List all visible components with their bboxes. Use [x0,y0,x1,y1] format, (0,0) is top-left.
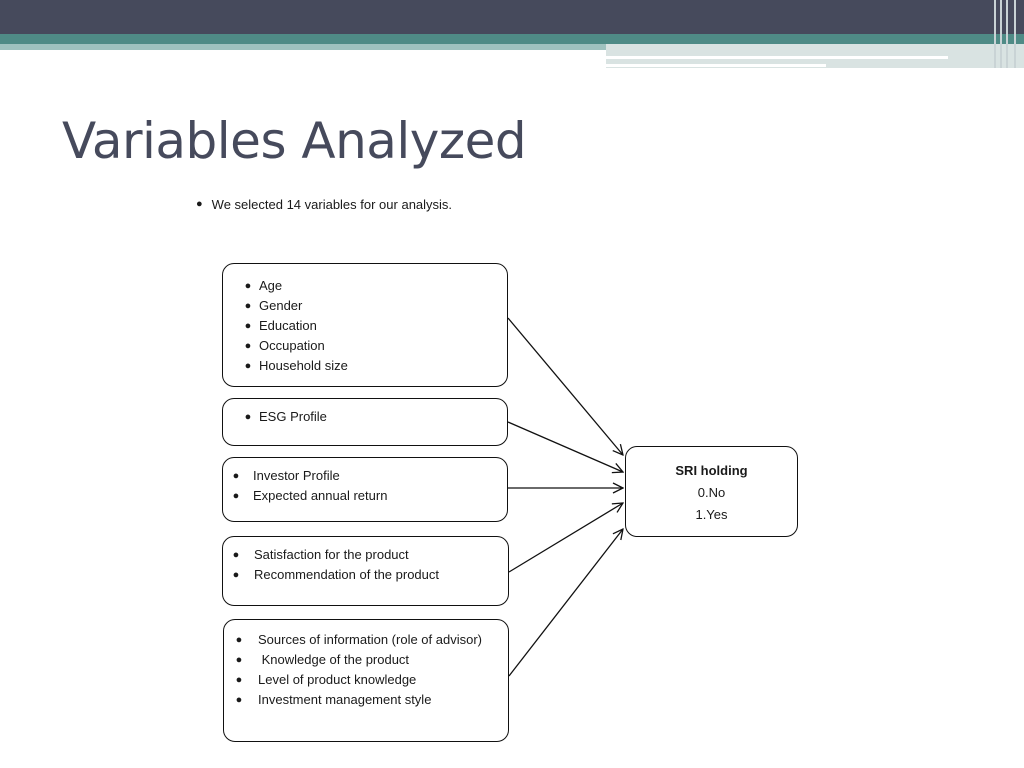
bullet-icon: ● [235,654,243,666]
list-item: ● Gender [237,296,497,316]
arrow-demographics [508,318,623,455]
bullet-icon: ● [235,634,243,646]
bullet-icon: ● [235,694,243,706]
bullet-icon: ● [244,320,252,332]
bullet-icon: ● [244,300,252,312]
target-title: SRI holding [675,463,748,478]
list-item: ● Education [237,316,497,336]
slide-title: Variables Analyzed [62,112,527,170]
list-item: ● Occupation [237,336,497,356]
bullet-icon: ● [244,340,252,352]
bullet-icon: ● [244,411,252,423]
list-item: ● Satisfaction for the product [225,545,498,565]
list-item: ● Household size [237,356,497,376]
list-item: ● Knowledge of the product [228,650,494,670]
list-item: ● Sources of information (role of advisor) [228,630,494,650]
bullet-icon: ● [232,490,240,502]
list-item: ● Level of product knowledge [228,670,494,690]
list-item: ● Expected annual return [225,486,497,506]
list-item: ● ESG Profile [237,407,497,427]
list-item: ● Investor Profile [225,466,497,486]
bullet-icon: ● [244,280,252,292]
list-item: ● Recommendation of the product [225,565,498,585]
bullet-icon: ● [232,569,240,581]
list-item: ● Investment management style [228,690,494,710]
bullet-icon: ● [235,674,243,686]
bullet-icon: ● [232,470,240,482]
bullet-icon: ● [244,360,252,372]
arrow-knowledge [509,529,623,676]
arrow-esg [508,422,623,472]
target-option: 0.No [697,485,726,500]
bullet-icon: ● [196,198,203,210]
intro-text: We selected 14 variables for our analysis. [211,197,453,212]
target-option: 1.Yes [695,507,728,522]
bullet-icon: ● [232,549,240,561]
arrow-satisfaction [509,503,623,572]
list-item: ● Age [237,276,497,296]
